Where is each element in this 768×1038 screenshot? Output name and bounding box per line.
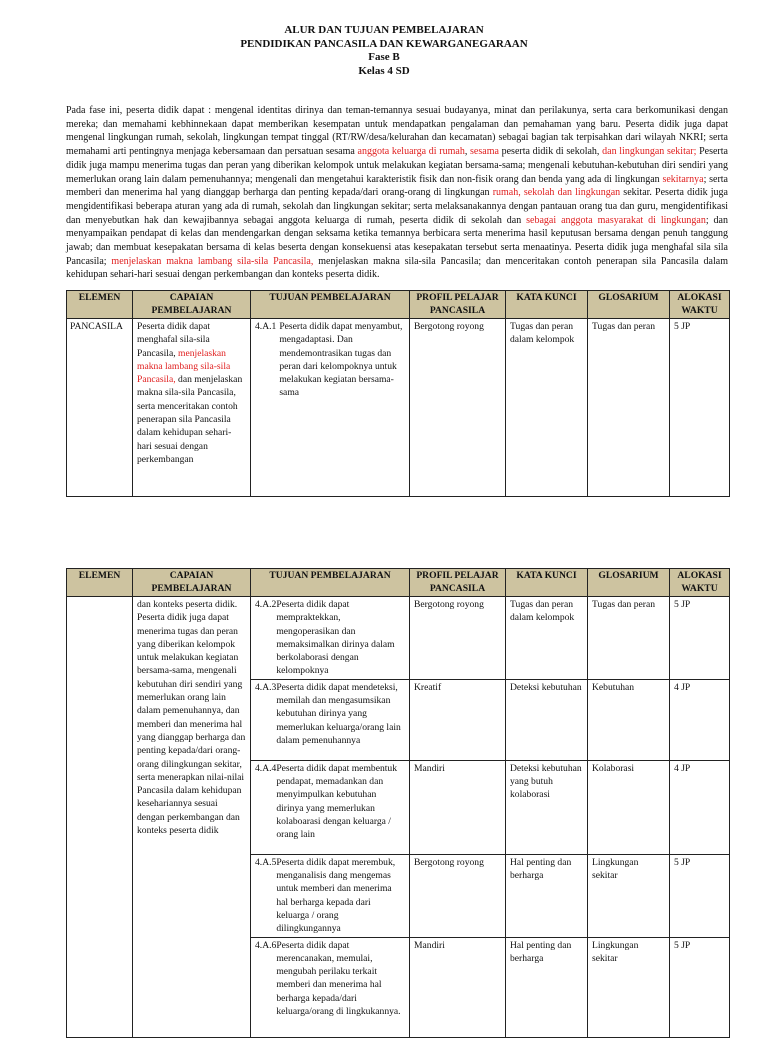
intro-highlight: anggota keluarga di rumah	[357, 146, 465, 158]
tp-text: Peserta didik dapat menyambut, mengadaptasi. Dan mendemontrasikan tugas dan peran dari kelompoknya untuk melakukan kegiatan bersama-sama	[279, 321, 403, 399]
cell-alokasi: 4 JP	[670, 760, 730, 854]
title-line-2: PENDIDIKAN PANCASILA DAN KEWARGANEGARAAN	[240, 37, 528, 50]
intro-text: ; dan menyampaikan pendapat di kelas dan mendengarkan dengan seksama ketika temannya berbicara serta menerima hasil keputusan bersama dengan penuh tanggung jawab; dan membuat kesepakatan bersama di kelas beserta dengan konsekuensi atas kesepakatan tersebut serta menaatinya. Peserta didik juga menghafal sila sila Pancasila;	[66, 214, 728, 267]
table-header-row	[67, 291, 730, 319]
header-profil: PROFIL PELAJAR PANCASILA	[410, 569, 506, 597]
capaian-highlight: menjelaskan makna lambang sila-sila Pancasila,	[137, 347, 231, 386]
intro-text: Peserta didik juga mampu menerima tugas dan peran yang diberikan kelompok untuk melakukan kegiatan bersama-sama; mengenali kebutuhan-kebutuhan diri sendiri yang memerlukan orang lain dalam pemenuhannya; mengenali dan mengetahui karakteristik fisik dan non-fisik orang dan benda yang ada di lingkungan	[66, 146, 728, 185]
intro-paragraph	[66, 104, 728, 282]
cell-kata-kunci: Tugas dan peran dalam kelompok	[506, 597, 588, 680]
cell-kata-kunci: Tugas dan peran dalam kelompok	[506, 319, 588, 497]
cell-glosarium: Tugas dan peran	[588, 597, 670, 680]
cell-capaian	[133, 319, 251, 497]
learning-table-2	[66, 568, 730, 1038]
cell-glosarium: Lingkungan sekitar	[588, 937, 670, 1037]
cell-alokasi: 5 JP	[670, 597, 730, 680]
cell-elemen	[67, 597, 133, 1038]
intro-text: menjelaskan makna sila-sila Pancasila; dan menceritakan contoh penerapan sila Pancasila dalam kehidupan sehari-hari sesuai dengan perkembangan dan konteks peserta didik.	[66, 255, 728, 281]
cell-glosarium: Tugas dan peran	[588, 319, 670, 497]
tp-code: 4.A.5	[255, 856, 277, 868]
intro-highlight: sesama	[470, 146, 499, 158]
cell-glosarium: Lingkungan sekitar	[588, 854, 670, 937]
cell-profil: Bergotong royong	[410, 319, 506, 497]
cell-tujuan	[251, 597, 410, 680]
tp-text: Peserta didik dapat membentuk pendapat, memadankan dan menyimpulkan kebutuhan dirinya yang memerlukan kolaboarasi dengan keluarga / orang lain	[276, 762, 398, 841]
intro-text: ,	[464, 146, 471, 158]
intro-text: sekitar. Peserta didik juga mengidentifikasi beberapa aturan yang ada di rumah, sekolah dan lingkungan sekitar; serta melaksanakannya dengan pantauan orang tua dan guru, mengidentifikasi dan menyebutkan hak dan kewajibannya sebagai anggota keluarga di rumah, peserta didik di sekolah dan	[66, 187, 728, 226]
cell-elemen: PANCASILA	[67, 319, 133, 497]
header-elemen: ELEMEN	[67, 291, 133, 319]
cell-tujuan	[251, 854, 410, 937]
cell-capaian: dan konteks peserta didik. Peserta didik juga dapat menerima tugas dan peran yang diberikan kelompok untuk melakukan kegiatan bersama-sama, mengenali kebutuhan diri sendiri yang memerlukan orang lain dalam pemenuhannya, dan memberi dan menerima hal yang dianggap berharga dan penting kepada/dari orang-orang dilingkungan sekitar, serta menerapkan nilai-nilai Pancasila dalam kehidupan kesehariannya sesuai dengan perkembangan dan konteks peserta didik	[133, 597, 251, 1038]
intro-text: ; serta memberi dan menerima hal yang dianggap berharga dan penting kepada/dari orang-orang di lingkungan	[66, 173, 728, 199]
header-glosarium: GLOSARIUM	[588, 291, 670, 319]
tp-text: Peserta didik dapat mendeteksi, memilah dan mengasumsikan kebutuhan dirinya yang memerlukan keluarga/orang lain dalam pemenuhannya	[276, 681, 401, 746]
header-elemen: ELEMEN	[67, 569, 133, 597]
intro-highlight: dan lingkungan sekitar;	[602, 146, 697, 158]
tp-code: 4.A.3	[255, 681, 277, 693]
tp-code: 4.A.2	[255, 599, 277, 610]
title-line-1: ALUR DAN TUJUAN PEMBELAJARAN	[284, 24, 484, 36]
header-tujuan: TUJUAN PEMBELAJARAN	[251, 291, 410, 319]
cell-glosarium: Kolaborasi	[588, 760, 670, 854]
cell-tujuan	[251, 937, 410, 1037]
cell-kata-kunci: Deteksi kebutuhan	[506, 679, 588, 760]
intro-text: peserta didik di sekolah,	[498, 146, 603, 158]
intro-highlight: menjelaskan makna lambang sila-sila Pancasila,	[111, 255, 314, 267]
cell-alokasi: 5 JP	[670, 854, 730, 937]
header-kata-kunci: KATA KUNCI	[506, 569, 588, 597]
document-title	[0, 24, 768, 78]
cell-alokasi: 5 JP	[670, 319, 730, 497]
title-line-3: Fase B	[368, 51, 400, 63]
cell-alokasi: 4 JP	[670, 679, 730, 760]
cell-profil: Mandiri	[410, 760, 506, 854]
tp-code: 4.A.1	[255, 321, 277, 332]
cell-tujuan	[251, 679, 410, 760]
header-profil: PROFIL PELAJAR PANCASILA	[410, 291, 506, 319]
table-row	[67, 319, 730, 497]
cell-profil: Bergotong royong	[410, 597, 506, 680]
header-glosarium: GLOSARIUM	[588, 569, 670, 597]
cell-profil: Bergotong royong	[410, 854, 506, 937]
cell-alokasi: 5 JP	[670, 937, 730, 1037]
cell-glosarium: Kebutuhan	[588, 679, 670, 760]
intro-highlight: sekitarnya	[662, 173, 704, 185]
cell-tujuan	[251, 319, 410, 497]
capaian-text: dan menjelaskan makna sila-sila Pancasila, serta menceritakan contoh penerapan sila Pancasila dalam kehidupan sehari-hari sesuai dengan perkembangan	[137, 374, 243, 465]
intro-text: Pada fase ini, peserta didik dapat : mengenal identitas dirinya dan teman-temannya sesuai budayanya, minat dan perilakunya, serta cara berkomunikasi dengan mereka; dan memahami kebhinnekaan dapat memberikan kesempatan untuk mendapatkan pengalaman dan pemahaman yang baru. Peserta didik juga dapat mengenal lingkungan rumah, sekolah, lingkungan tempat tinggal (RT/RW/desa/kelurahan dan kecamatan) sebagai bagian tak terpisahkan dari wilayah NKRI; serta memahami arti pentingnya menjaga kebersamaan dan persatuan sesama	[66, 105, 728, 158]
header-capaian: CAPAIAN PEMBELAJARAN	[133, 569, 251, 597]
header-alokasi: ALOKASI WAKTU	[670, 569, 730, 597]
header-kata-kunci: KATA KUNCI	[506, 291, 588, 319]
header-alokasi: ALOKASI WAKTU	[670, 291, 730, 319]
tp-code: 4.A.4	[255, 762, 277, 774]
title-line-4: Kelas 4 SD	[358, 64, 410, 77]
cell-profil: Kreatif	[410, 679, 506, 760]
cell-kata-kunci: Hal penting dan berharga	[506, 854, 588, 937]
cell-kata-kunci: Deteksi kebutuhan yang butuh kolaborasi	[506, 760, 588, 854]
cell-profil: Mandiri	[410, 937, 506, 1037]
header-capaian: CAPAIAN PEMBELAJARAN	[133, 291, 251, 319]
table-header-row	[67, 569, 730, 597]
tp-text: Peserta didik dapat merencanakan, memulai, mengubah perilaku terkait memberi dan menerima hal berharga kepada/dari keluarga/orang di lingkukannya.	[276, 939, 401, 1018]
table-row	[67, 597, 730, 680]
intro-highlight: sebagai anggota masyarakat di lingkungan	[526, 214, 706, 226]
intro-highlight: rumah, sekolah dan lingkungan	[492, 187, 621, 199]
tp-code: 4.A.6	[255, 939, 277, 951]
header-tujuan: TUJUAN PEMBELAJARAN	[251, 569, 410, 597]
learning-table-1	[66, 290, 730, 497]
cell-kata-kunci: Hal penting dan berharga	[506, 937, 588, 1037]
capaian-text: Peserta didik dapat menghafal sila-sila Pancasila,	[137, 321, 210, 359]
tp-text: Peserta didik dapat mempraktekkan, mengoperasikan dan memaksimalkan dirinya dalam berkolaborasi dengan kelompoknya	[276, 599, 395, 677]
tp-text: Peserta didik dapat merembuk, menganalisis dang mengemas untuk memberi dan menerima hal berharga kepada dari keluarga / orang dilingkungannya	[276, 856, 396, 935]
cell-tujuan	[251, 760, 410, 854]
